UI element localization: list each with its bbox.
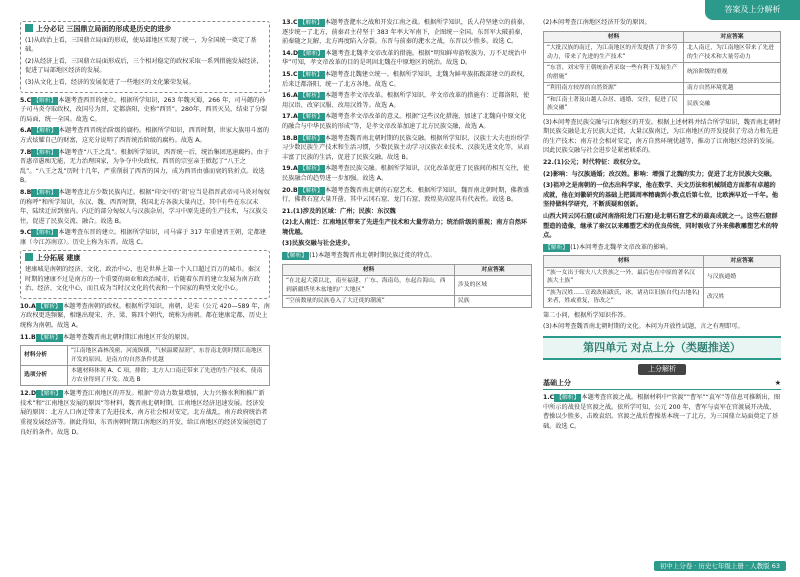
answer-line: (2)北人南迁：江南地区带来了先进生产技术和大量劳动力；统治阶级的重视；南方自然环境优越。 [282, 219, 528, 236]
box-title: 上分必记 三国鼎立局面的形成是历史的进步 [36, 25, 172, 33]
column-left [20, 18, 270, 439]
box-icon [25, 24, 33, 32]
answer-item: 8.B 【解析】 本题考查北方少数民族内迁。根据“印文中的‘胡’应当是指晋武帝司马炎对匈奴的称呼”和所学知识，东汉、魏、西晋时期，我国北方各族大量内迁。其中有些在东汉末年，陆续迁居到塞内。内迁的部分匈奴人与汉族杂居，学习中原先进的生产技术，与汉族交往，促进了民族交流、融合。故选 B。 [20, 188, 270, 225]
paragraph: (3)本问考查魏晋南北朝时期的文化。本问为开放性试题，言之有理即可。 [543, 323, 744, 331]
analysis-table [20, 345, 270, 386]
material-table: 材料 对应答案 “大批汉族的南迁，为江南地区的开发提供了许多劳动力，带来了先进的生产技术” 北人南迁，为江南地区带来了先进的生产技术和大量劳动力 “东晋、刘宋等王朝统治者采取一些有利于发展生产的措施” 统治阶级的重视 “利用南方较厚的自然资源” 南方自然环境优越 “和江南土著及山越人杂居、通婚、交往，促进了民族交融” 民族交融 [543, 31, 781, 115]
answer-line: 山西大同云冈石窟(或河南洛阳龙门石窟)是北朝石窟艺术的最高成就之一。这些石窟群塑造的造像，继承了秦汉以来雕塑艺术的优良传统，同时吸收了外来佛教雕塑艺术的特点。 [543, 212, 779, 240]
answer-item: 12.D 【解析】 本题考查江南地区的开发。根据“劳动力数量增加，大力兴修水利和推广新技术”和“江南地区发展的原因”等材料，魏晋南北朝时期，江南地区经济迅速发展。经济发展的原因：北方人口南迁带来了先进技术，南方社会相对安定，北方战乱，南方政府统治者重视发展经济等。据此得知，东晋南朝时期江南地区的开发，给江南地区的经济发展创造了良好的条件。故选 D。 [20, 390, 268, 436]
table-row: “空前数量的民族卷入了大迁徙的潮流” 民族 [283, 296, 532, 308]
analysis-line: 【解析】 (1)本问考查北魏孝文帝改革的影响。 [545, 243, 672, 251]
answer-item: 9.C 【解析】 本题考查东晋的建立。根据所学知识，司马睿于 317 年重建晋王朝，定都建康（今江苏南京）。历史上称为东晋。故选 C。 [20, 229, 266, 246]
answer-line: 21.(1)涉及的区域：广州；民族：东汉魏 [282, 207, 396, 215]
table-row: “族一女出于嫁夫八大贵族之一外，最后也在中原的著名汉族大士族” 与汉族通婚 [544, 267, 781, 287]
answer-item: 6.A 【解析】 本题考查西晋统治阶级的腐朽。根据所学知识，西晋时期，世家大族用斗富的方式炫耀自己的财富，这充分说明了西晋统治阶级的腐朽。故选 A。 [20, 127, 270, 144]
box-text: 建康城是南朝的经济、文化、政治中心，也是世界上第一个人口超过百万的城市。秦汉时期的建康不过是南方的一个重要的商业和政治城市，后随着东晋的建立发展为南方政治、经济、文化中心，而且成为当时汉文化的代表和一个国家的典型文化中心。 [25, 266, 261, 293]
answer-item: 14.D 【解析】 本题考查北魏孝文帝改革的措施。根据“明知鲜卑游牧族为，万不足统治中华”可知，孝文帝改革的目的是巩固北魏在中原地区的统治。故选 D。 [282, 49, 527, 67]
answer-line: 22.(1)公元；时代特征：政权分立。 [543, 158, 645, 166]
column-middle [282, 18, 532, 311]
section-subtitle: 基础上分 ★ [543, 378, 781, 390]
box-extend [20, 250, 270, 298]
answer-item: 16.A 【解析】 本题考查孝文帝改革。根据所学知识，孝文帝改革的措施有：迁都洛阳，使用汉语、改穿汉服、改用汉姓等。故选 A。 [282, 92, 530, 109]
answer-item: 19.A 【解析】 本题考查民族交融。根据所学知识，汉化改革促进了民族间的相互交往，使民族融合的趋势进一步加强。故选 A。 [282, 165, 530, 182]
answer-line: (2)影响：与汉族通婚；改汉姓。影响：增强了北魏的实力；促进了北方民族大交融。 [543, 170, 776, 178]
answer-item: 20.B 【解析】 本题考查魏晋南北朝的石窟艺术。根据所学知识，魏晋南北朝时期，佛教盛行，佛教石窟大量开凿。其中云冈石窟、龙门石窟、敦煌莫高窟具有代表性。故选 B。 [282, 186, 530, 204]
page-header: 答案及上分解析 [705, 0, 800, 20]
table-row: 选项分析 本题材料体现 A、C 项，排除；北方人口南迁带来了先进的生产技术，使南方农业得到了开发。故选 B [21, 366, 270, 386]
table-row: “和江南土著及山越人杂居、通婚、交往，促进了民族交融” 民族交融 [544, 94, 781, 114]
analysis-line: 【解析】 (1)本题考查魏晋南北朝时期民族迁徙的特点。 [284, 252, 436, 260]
answer-item: 10.A 【解析】 本题考查南朝的政权。根据所学知识，南朝，是宋（公元 420—589 年，南方政权更迭频繁，相继出现宋、齐、梁、陈四个朝代，统称为南朝。都在建康定都，历史上统称为南朝。故选 A。 [20, 302, 270, 330]
paragraph: 第二小问，根据所学知识作答。 [543, 311, 630, 319]
column-right [543, 18, 781, 433]
page-number: 63 [771, 562, 780, 570]
page-footer [654, 561, 786, 571]
answer-item: 18.B 【解析】 本题考查魏晋南北朝时期的民族交融。根据所学知识，汉族士大夫也纷纷学习少数民族生产技术和生活习惯，少数民族主动学习汉族农业技术、汉族先进文化等，从而丰富了民族的生活，促进了民族交融。故选 B。 [282, 134, 530, 161]
paragraph: (3)本问考查民族交融与江南地区的开发。根据上述材料并结合所学知识，魏晋南北朝时期民族交融是北方民族大迁徙，大量汉族南迁，为江南地区的开发提供了劳动力和先进的生产技术；南方社会相对安定，南方自然环境优越等，推动了江南地区经济的发展。因此民族交融与社会进步是紧密联系的。 [543, 118, 781, 155]
answer-line: (3)民族交融与社会进步。 [282, 240, 354, 248]
box-line: (1)从政治上看，三国鼎立局面的形成，使局部地区实现了统一，为全国统一奠定了基础。 [25, 36, 257, 54]
intro-line: (2)本问考查江南地区经济开发的原因。 [543, 19, 651, 26]
table-row: “族为汉姓……宣政改拓跋氏，冰，诸功臣旧族自代(古地名)来者，姓或重复，皆改之” 改汉姓 [544, 287, 781, 307]
table-row: “东晋、刘宋等王朝统治者采取一些有利于发展生产的措施” 统治阶级的重视 [544, 63, 781, 83]
table-row: “在北起大漠以北，南至福建、广东、海南岛，东起台海山，西到新疆塔里木盆地的广大地区” 涉及的区域 [283, 276, 532, 296]
star-icon: ★ [774, 379, 781, 387]
unit-title: 第四单元 对点上分（类题推送） [543, 336, 781, 360]
answer-item: 15.C 【解析】 本题考查北魏建立统一。根据所学知识，北魏为鲜卑族拓跋部建立的政权，后来迁都洛阳，统一了北方各地。故选 C。 [282, 70, 529, 88]
material-table: 材料 对应答案 “族一女出于嫁夫八大贵族之一外，最后也在中原的著名汉族大士族” 与汉族通婚 “族为汉姓……宣政改拓跋氏，冰，诸功臣旧族自代(古地名)来者，姓或重复，皆改之” 改汉姓 [543, 255, 781, 308]
table-row: “利用南方较厚的自然资源” 南方自然环境优越 [544, 83, 781, 95]
box-title: 上分拓展 建康 [36, 254, 81, 263]
answer-item: 1.C 【解析】 本题考查官渡之战。根据材料中“官渡”“曹军”“袁军”等信息可推断出，图中所示的战役是官渡之战。依所学可知，公元 200 年，曹军与袁军在官渡展开决战，曹操以少胜多，击败袁绍。官渡之战后曹操基本统一了北方，为三国鼎立局面奠定了基础。故选 C。 [543, 394, 781, 430]
answer-item: 13.C 【解析】 本题考查淝水之战和开发江南之战。根据所学知识，氐人苻坚建立的前秦，逐步统一了北方，前秦君主苻坚于 383 年率大军南下，企图统一全国。东晋军大破前秦，前秦随之瓦解，北方再度陷入分裂。东晋与前秦的淝水之战，东晋以少胜多。故选 C。 [282, 19, 529, 46]
box-icon [25, 253, 33, 261]
box-line: (2)从经济上看，三国鼎立局面形成后，三个相对稳定的政权采取一系列措施发展经济，促进了局部地区经济的发展。 [25, 57, 263, 75]
answer-item: 11.B 【解析】 本题考查魏晋南北朝时期江南地区开发的原因。 [20, 333, 193, 341]
material-table: 材料 对应答案 “在北起大漠以北，南至福建、广东、海南岛，东起台海山，西到新疆塔里木盆地的广大地区” 涉及的区域 “空前数量的民族卷入了大迁徙的潮流” 民族 [282, 264, 532, 308]
answer-line: (3)祖冲之是南朝的一位杰出科学家，他在数学、天文历法和机械制造方面都有卓越的成就，他在刘徽研究的基础上把圆周率精确到小数点后第七位，比欧洲早近一千年。他坚持做科学研究，不断质疑和创新。 [543, 182, 779, 209]
footer-text: 初中上分卷 · 历史七年级上册 · 人教版 [659, 562, 770, 570]
answer-item: 7.B 【解析】 本题考查“八王之乱”。根据所学知识，西晋统一后，统治集团迅速腐朽。由于晋惠帝愚痴无能，无力治理国家，为争夺中央政权，西晋的宗室亲王掀起了“八王之乱”。“八王之乱”历时十几年，严重削弱了西晋的国力，成为西晋由盛而衰的转折点。故选 B。 [20, 148, 270, 185]
table-row: “大批汉族的南迁，为江南地区的开发提供了许多劳动力，带来了先进的生产技术” 北人南迁，为江南地区带来了先进的生产技术和大量劳动力 [544, 43, 781, 63]
box-memo [20, 21, 270, 93]
table-row: 材料分析 “江南地区森林茂密，河流纵横，气候温暖湿润”，东晋南北朝时期江南地区开发的原因，是南方的自然条件优越 [21, 346, 270, 366]
section-ribbon: 上分解析 [638, 364, 686, 375]
box-line: (3)从文化上看，经济的发展促进了一些地区的文化繁荣发展。 [25, 78, 195, 86]
answer-item: 5.C 【解析】 本题考查西晋的建立。根据所学知识，263 年魏灭蜀，266 年，司马懿的孙子司马炎夺取政权，改国号为晋，定都洛阳，史称“西晋”。280年，西晋灭吴，结束了分裂的局面，统一全国。故选 C。 [20, 96, 268, 123]
answer-item: 17.A 【解析】 本题考查孝文帝改革的意义。根据“这些汉化措施，加速了北魏向中原文化的融合与中华民族的形成”等，是孝文帝改革加速了北方民族交融，故选 A。 [282, 113, 527, 130]
